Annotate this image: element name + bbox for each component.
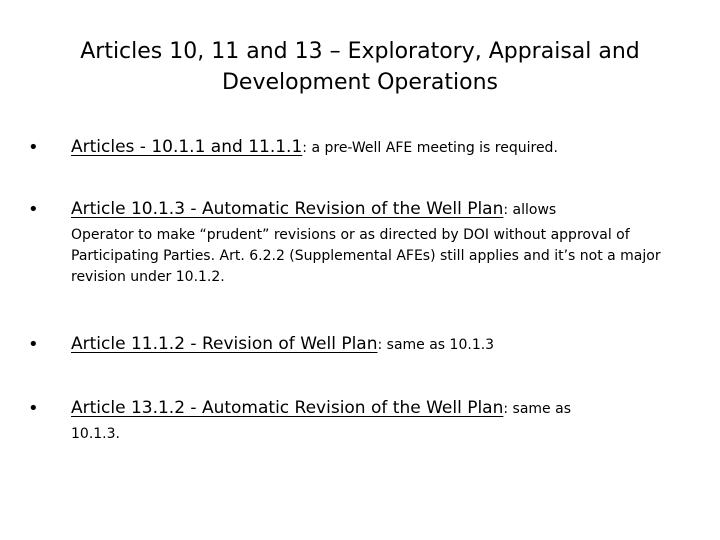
bullet-line bbox=[71, 331, 681, 358]
bullet-text: : same as bbox=[503, 401, 571, 417]
bullet-text: : same as 10.1.3 bbox=[377, 337, 495, 353]
bullet-heading: Article 11.1.2 - Revision of Well Plan bbox=[71, 334, 378, 354]
bullet-continuation-text: Operator to make “prudent” revisions or as directed by DOI without approval of Participating Parties. Art. 6.2.2 (Supplemental AFEs) still applies and it’s not a major revision under 10.1.2. bbox=[71, 227, 661, 285]
bullet-dot: • bbox=[28, 334, 39, 355]
bullet-line bbox=[71, 395, 681, 422]
bullet-line bbox=[71, 134, 681, 161]
bullet-text: : allows bbox=[503, 202, 557, 218]
bullet-dot: • bbox=[28, 398, 39, 419]
slide-title: Articles 10, 11 and 13 – Exploratory, Appraisal and Development Operations bbox=[80, 39, 640, 95]
bullet-dot: • bbox=[28, 137, 39, 158]
bullet-heading: Article 10.1.3 - Automatic Revision of the Well Plan bbox=[71, 199, 504, 219]
bullet-text: : a pre-Well AFE meeting is required. bbox=[302, 140, 558, 156]
bullet-line bbox=[71, 196, 681, 223]
bullet-dot: • bbox=[28, 199, 39, 220]
bullet-heading: Articles - 10.1.1 and 11.1.1 bbox=[71, 137, 303, 157]
bullet-continuation-text: 10.1.3. bbox=[71, 426, 120, 442]
bullet-heading: Article 13.1.2 - Automatic Revision of the Well Plan bbox=[71, 398, 504, 418]
